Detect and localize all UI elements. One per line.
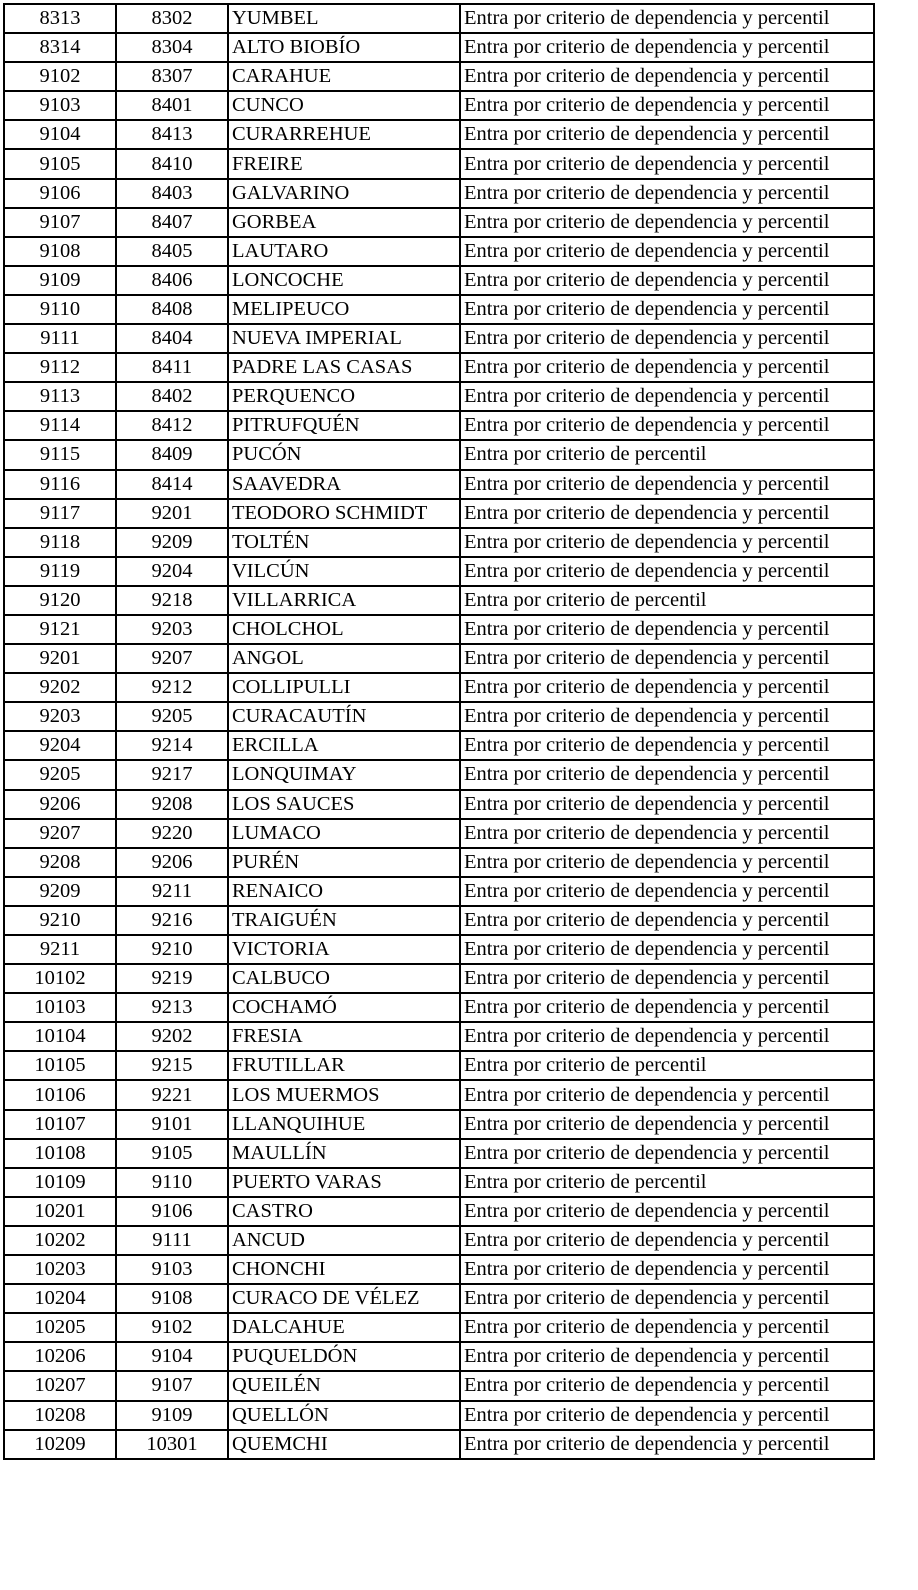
table-row: [4, 237, 874, 266]
criterion-cell: Entra por criterio de dependencia y percentil: [460, 411, 874, 440]
criterion-cell: Entra por criterio de dependencia y percentil: [460, 149, 874, 178]
table-row: [4, 1313, 874, 1342]
table-row: [4, 353, 874, 382]
commune-name-cell: ANCUD: [228, 1226, 460, 1255]
criterion-cell: Entra por criterio de dependencia y percentil: [460, 1430, 874, 1459]
old-code-cell: 9104: [116, 1342, 228, 1371]
criterion-cell: Entra por criterio de dependencia y percentil: [460, 1226, 874, 1255]
commune-name-cell: TOLTÉN: [228, 528, 460, 557]
table-row: [4, 1371, 874, 1400]
table-row: [4, 528, 874, 557]
commune-name-cell: PADRE LAS CASAS: [228, 353, 460, 382]
table-row: [4, 964, 874, 993]
code-cell: 9204: [4, 731, 116, 760]
code-cell: 10104: [4, 1022, 116, 1051]
code-cell: 9206: [4, 790, 116, 819]
old-code-cell: 10301: [116, 1430, 228, 1459]
table-row: [4, 208, 874, 237]
criterion-cell: Entra por criterio de dependencia y percentil: [460, 237, 874, 266]
old-code-cell: 9209: [116, 528, 228, 557]
criterion-cell: Entra por criterio de dependencia y percentil: [460, 382, 874, 411]
commune-name-cell: GORBEA: [228, 208, 460, 237]
table-row: [4, 819, 874, 848]
old-code-cell: 8409: [116, 440, 228, 469]
old-code-cell: 8407: [116, 208, 228, 237]
table-row: [4, 1080, 874, 1109]
old-code-cell: 8414: [116, 470, 228, 499]
table-body: [4, 4, 874, 1459]
commune-name-cell: CASTRO: [228, 1197, 460, 1226]
commune-name-cell: COCHAMÓ: [228, 993, 460, 1022]
table-row: [4, 120, 874, 149]
commune-name-cell: CHOLCHOL: [228, 615, 460, 644]
commune-name-cell: ALTO BIOBÍO: [228, 33, 460, 62]
table-row: [4, 382, 874, 411]
old-code-cell: 9205: [116, 702, 228, 731]
code-cell: 9115: [4, 440, 116, 469]
table-row: [4, 790, 874, 819]
old-code-cell: 9211: [116, 877, 228, 906]
code-cell: 10108: [4, 1139, 116, 1168]
commune-name-cell: TEODORO SCHMIDT: [228, 499, 460, 528]
commune-name-cell: CUNCO: [228, 91, 460, 120]
commune-name-cell: CURACO DE VÉLEZ: [228, 1284, 460, 1313]
criterion-cell: Entra por criterio de dependencia y percentil: [460, 324, 874, 353]
criterion-cell: Entra por criterio de dependencia y percentil: [460, 1313, 874, 1342]
commune-name-cell: CARAHUE: [228, 62, 460, 91]
old-code-cell: 9216: [116, 906, 228, 935]
old-code-cell: 9105: [116, 1139, 228, 1168]
criterion-cell: Entra por criterio de dependencia y percentil: [460, 1342, 874, 1371]
code-cell: 9112: [4, 353, 116, 382]
table-row: [4, 1255, 874, 1284]
commune-name-cell: PURÉN: [228, 848, 460, 877]
commune-name-cell: CALBUCO: [228, 964, 460, 993]
code-cell: 9211: [4, 935, 116, 964]
code-cell: 9103: [4, 91, 116, 120]
criterion-cell: Entra por criterio de dependencia y percentil: [460, 1284, 874, 1313]
code-cell: 9118: [4, 528, 116, 557]
commune-name-cell: FRUTILLAR: [228, 1051, 460, 1080]
code-cell: 9119: [4, 557, 116, 586]
criterion-cell: Entra por criterio de dependencia y percentil: [460, 790, 874, 819]
code-cell: 10103: [4, 993, 116, 1022]
commune-name-cell: FREIRE: [228, 149, 460, 178]
criterion-cell: Entra por criterio de dependencia y percentil: [460, 848, 874, 877]
code-cell: 9104: [4, 120, 116, 149]
commune-name-cell: LAUTARO: [228, 237, 460, 266]
code-cell: 9113: [4, 382, 116, 411]
old-code-cell: 8402: [116, 382, 228, 411]
criterion-cell: Entra por criterio de dependencia y percentil: [460, 964, 874, 993]
table-row: [4, 877, 874, 906]
table-row: [4, 760, 874, 789]
criterion-cell: Entra por criterio de dependencia y percentil: [460, 877, 874, 906]
code-cell: 9116: [4, 470, 116, 499]
table-row: [4, 906, 874, 935]
old-code-cell: 8406: [116, 266, 228, 295]
old-code-cell: 8413: [116, 120, 228, 149]
code-cell: 10204: [4, 1284, 116, 1313]
old-code-cell: 9215: [116, 1051, 228, 1080]
old-code-cell: 8410: [116, 149, 228, 178]
code-cell: 9110: [4, 295, 116, 324]
old-code-cell: 9221: [116, 1080, 228, 1109]
commune-name-cell: NUEVA IMPERIAL: [228, 324, 460, 353]
code-cell: 10105: [4, 1051, 116, 1080]
code-cell: 9117: [4, 499, 116, 528]
criterion-cell: Entra por criterio de dependencia y percentil: [460, 353, 874, 382]
criterion-cell: Entra por criterio de dependencia y percentil: [460, 1022, 874, 1051]
commune-name-cell: PUERTO VARAS: [228, 1168, 460, 1197]
old-code-cell: 8403: [116, 179, 228, 208]
criterion-cell: Entra por criterio de percentil: [460, 1168, 874, 1197]
criterion-cell: Entra por criterio de dependencia y percentil: [460, 91, 874, 120]
table-row: [4, 615, 874, 644]
code-cell: 10106: [4, 1080, 116, 1109]
code-cell: 9105: [4, 149, 116, 178]
old-code-cell: 8411: [116, 353, 228, 382]
table-row: [4, 848, 874, 877]
old-code-cell: 8404: [116, 324, 228, 353]
commune-name-cell: COLLIPULLI: [228, 673, 460, 702]
code-cell: 9202: [4, 673, 116, 702]
criterion-cell: Entra por criterio de dependencia y percentil: [460, 1197, 874, 1226]
commune-name-cell: ERCILLA: [228, 731, 460, 760]
commune-name-cell: CURARREHUE: [228, 120, 460, 149]
criterion-cell: Entra por criterio de dependencia y percentil: [460, 935, 874, 964]
code-cell: 10205: [4, 1313, 116, 1342]
code-cell: 10107: [4, 1110, 116, 1139]
code-cell: 9114: [4, 411, 116, 440]
old-code-cell: 8307: [116, 62, 228, 91]
criterion-cell: Entra por criterio de dependencia y percentil: [460, 120, 874, 149]
code-cell: 10201: [4, 1197, 116, 1226]
old-code-cell: 9206: [116, 848, 228, 877]
old-code-cell: 9110: [116, 1168, 228, 1197]
criterion-cell: Entra por criterio de dependencia y percentil: [460, 1401, 874, 1430]
criterion-cell: Entra por criterio de dependencia y percentil: [460, 702, 874, 731]
table-row: [4, 644, 874, 673]
criterion-cell: Entra por criterio de dependencia y percentil: [460, 528, 874, 557]
commune-name-cell: QUELLÓN: [228, 1401, 460, 1430]
table-row: [4, 935, 874, 964]
table-row: [4, 499, 874, 528]
commune-name-cell: LOS SAUCES: [228, 790, 460, 819]
code-cell: 8314: [4, 33, 116, 62]
old-code-cell: 9108: [116, 1284, 228, 1313]
commune-name-cell: PERQUENCO: [228, 382, 460, 411]
table-row: [4, 1110, 874, 1139]
table-row: [4, 324, 874, 353]
criterion-cell: Entra por criterio de dependencia y percentil: [460, 499, 874, 528]
old-code-cell: 8412: [116, 411, 228, 440]
old-code-cell: 9103: [116, 1255, 228, 1284]
table-row: [4, 411, 874, 440]
criterion-cell: Entra por criterio de percentil: [460, 1051, 874, 1080]
table-row: [4, 586, 874, 615]
table-row: [4, 62, 874, 91]
commune-name-cell: PUCÓN: [228, 440, 460, 469]
criterion-cell: Entra por criterio de dependencia y percentil: [460, 615, 874, 644]
commune-name-cell: YUMBEL: [228, 4, 460, 33]
old-code-cell: 8302: [116, 4, 228, 33]
table-row: [4, 470, 874, 499]
criterion-cell: Entra por criterio de dependencia y percentil: [460, 906, 874, 935]
commune-name-cell: DALCAHUE: [228, 1313, 460, 1342]
code-cell: 9120: [4, 586, 116, 615]
table-row: [4, 179, 874, 208]
old-code-cell: 8304: [116, 33, 228, 62]
commune-name-cell: TRAIGUÉN: [228, 906, 460, 935]
code-cell: 9111: [4, 324, 116, 353]
table-row: [4, 149, 874, 178]
commune-name-cell: RENAICO: [228, 877, 460, 906]
criterion-cell: Entra por criterio de percentil: [460, 586, 874, 615]
table-row: [4, 1168, 874, 1197]
commune-name-cell: CURACAUTÍN: [228, 702, 460, 731]
criterion-cell: Entra por criterio de dependencia y percentil: [460, 62, 874, 91]
table-row: [4, 702, 874, 731]
old-code-cell: 9201: [116, 499, 228, 528]
criterion-cell: Entra por criterio de dependencia y percentil: [460, 1139, 874, 1168]
criterion-cell: Entra por criterio de dependencia y percentil: [460, 644, 874, 673]
criterion-cell: Entra por criterio de dependencia y percentil: [460, 33, 874, 62]
code-cell: 10208: [4, 1401, 116, 1430]
old-code-cell: 9106: [116, 1197, 228, 1226]
commune-name-cell: LONQUIMAY: [228, 760, 460, 789]
criterion-cell: Entra por criterio de dependencia y percentil: [460, 819, 874, 848]
table-row: [4, 91, 874, 120]
old-code-cell: 9210: [116, 935, 228, 964]
table-row: [4, 993, 874, 1022]
code-cell: 9210: [4, 906, 116, 935]
criterion-cell: Entra por criterio de dependencia y percentil: [460, 1371, 874, 1400]
old-code-cell: 8405: [116, 237, 228, 266]
table-row: [4, 1226, 874, 1255]
table-row: [4, 266, 874, 295]
table-row: [4, 1197, 874, 1226]
code-cell: 9121: [4, 615, 116, 644]
old-code-cell: 9218: [116, 586, 228, 615]
criterion-cell: Entra por criterio de dependencia y percentil: [460, 179, 874, 208]
code-cell: 9106: [4, 179, 116, 208]
code-cell: 9203: [4, 702, 116, 731]
old-code-cell: 8408: [116, 295, 228, 324]
table-row: [4, 295, 874, 324]
commune-name-cell: PITRUFQUÉN: [228, 411, 460, 440]
table-row: [4, 4, 874, 33]
commune-name-cell: PUQUELDÓN: [228, 1342, 460, 1371]
commune-name-cell: ANGOL: [228, 644, 460, 673]
commune-name-cell: LLANQUIHUE: [228, 1110, 460, 1139]
commune-name-cell: QUEMCHI: [228, 1430, 460, 1459]
old-code-cell: 8401: [116, 91, 228, 120]
old-code-cell: 9202: [116, 1022, 228, 1051]
code-cell: 10109: [4, 1168, 116, 1197]
criterion-cell: Entra por criterio de dependencia y percentil: [460, 470, 874, 499]
commune-name-cell: CHONCHI: [228, 1255, 460, 1284]
criterion-cell: Entra por criterio de dependencia y percentil: [460, 673, 874, 702]
code-cell: 9201: [4, 644, 116, 673]
code-cell: 9209: [4, 877, 116, 906]
commune-name-cell: QUEILÉN: [228, 1371, 460, 1400]
criterion-cell: Entra por criterio de dependencia y percentil: [460, 557, 874, 586]
old-code-cell: 9101: [116, 1110, 228, 1139]
criterion-cell: Entra por criterio de dependencia y percentil: [460, 731, 874, 760]
criterion-cell: Entra por criterio de dependencia y percentil: [460, 4, 874, 33]
old-code-cell: 9213: [116, 993, 228, 1022]
commune-name-cell: GALVARINO: [228, 179, 460, 208]
old-code-cell: 9109: [116, 1401, 228, 1430]
criterion-cell: Entra por criterio de dependencia y percentil: [460, 295, 874, 324]
old-code-cell: 9220: [116, 819, 228, 848]
table-row: [4, 673, 874, 702]
code-cell: 9102: [4, 62, 116, 91]
code-cell: 9108: [4, 237, 116, 266]
commune-name-cell: FRESIA: [228, 1022, 460, 1051]
old-code-cell: 9111: [116, 1226, 228, 1255]
old-code-cell: 9204: [116, 557, 228, 586]
table-row: [4, 440, 874, 469]
commune-name-cell: LUMACO: [228, 819, 460, 848]
criterion-cell: Entra por criterio de dependencia y percentil: [460, 266, 874, 295]
code-cell: 9205: [4, 760, 116, 789]
code-cell: 10207: [4, 1371, 116, 1400]
table-row: [4, 1051, 874, 1080]
code-cell: 10209: [4, 1430, 116, 1459]
code-cell: 9208: [4, 848, 116, 877]
code-cell: 10102: [4, 964, 116, 993]
table-row: [4, 1430, 874, 1459]
criterion-cell: Entra por criterio de dependencia y percentil: [460, 760, 874, 789]
code-cell: 9107: [4, 208, 116, 237]
table-row: [4, 33, 874, 62]
old-code-cell: 9102: [116, 1313, 228, 1342]
criterion-cell: Entra por criterio de percentil: [460, 440, 874, 469]
table-row: [4, 731, 874, 760]
commune-name-cell: VILCÚN: [228, 557, 460, 586]
commune-name-cell: VILLARRICA: [228, 586, 460, 615]
code-cell: 9109: [4, 266, 116, 295]
old-code-cell: 9219: [116, 964, 228, 993]
old-code-cell: 9107: [116, 1371, 228, 1400]
code-cell: 10206: [4, 1342, 116, 1371]
code-cell: 10202: [4, 1226, 116, 1255]
criterion-cell: Entra por criterio de dependencia y percentil: [460, 993, 874, 1022]
table-row: [4, 1401, 874, 1430]
commune-name-cell: LONCOCHE: [228, 266, 460, 295]
old-code-cell: 9214: [116, 731, 228, 760]
table-row: [4, 1342, 874, 1371]
code-cell: 10203: [4, 1255, 116, 1284]
old-code-cell: 9203: [116, 615, 228, 644]
commune-name-cell: LOS MUERMOS: [228, 1080, 460, 1109]
table-row: [4, 1284, 874, 1313]
criterion-cell: Entra por criterio de dependencia y percentil: [460, 1080, 874, 1109]
commune-name-cell: MELIPEUCO: [228, 295, 460, 324]
code-cell: 8313: [4, 4, 116, 33]
comunas-table: [3, 3, 875, 1460]
commune-name-cell: VICTORIA: [228, 935, 460, 964]
commune-name-cell: SAAVEDRA: [228, 470, 460, 499]
criterion-cell: Entra por criterio de dependencia y percentil: [460, 208, 874, 237]
old-code-cell: 9208: [116, 790, 228, 819]
criterion-cell: Entra por criterio de dependencia y percentil: [460, 1255, 874, 1284]
table-row: [4, 1022, 874, 1051]
code-cell: 9207: [4, 819, 116, 848]
table-row: [4, 557, 874, 586]
table-row: [4, 1139, 874, 1168]
criterion-cell: Entra por criterio de dependencia y percentil: [460, 1110, 874, 1139]
old-code-cell: 9212: [116, 673, 228, 702]
old-code-cell: 9217: [116, 760, 228, 789]
old-code-cell: 9207: [116, 644, 228, 673]
commune-name-cell: MAULLÍN: [228, 1139, 460, 1168]
